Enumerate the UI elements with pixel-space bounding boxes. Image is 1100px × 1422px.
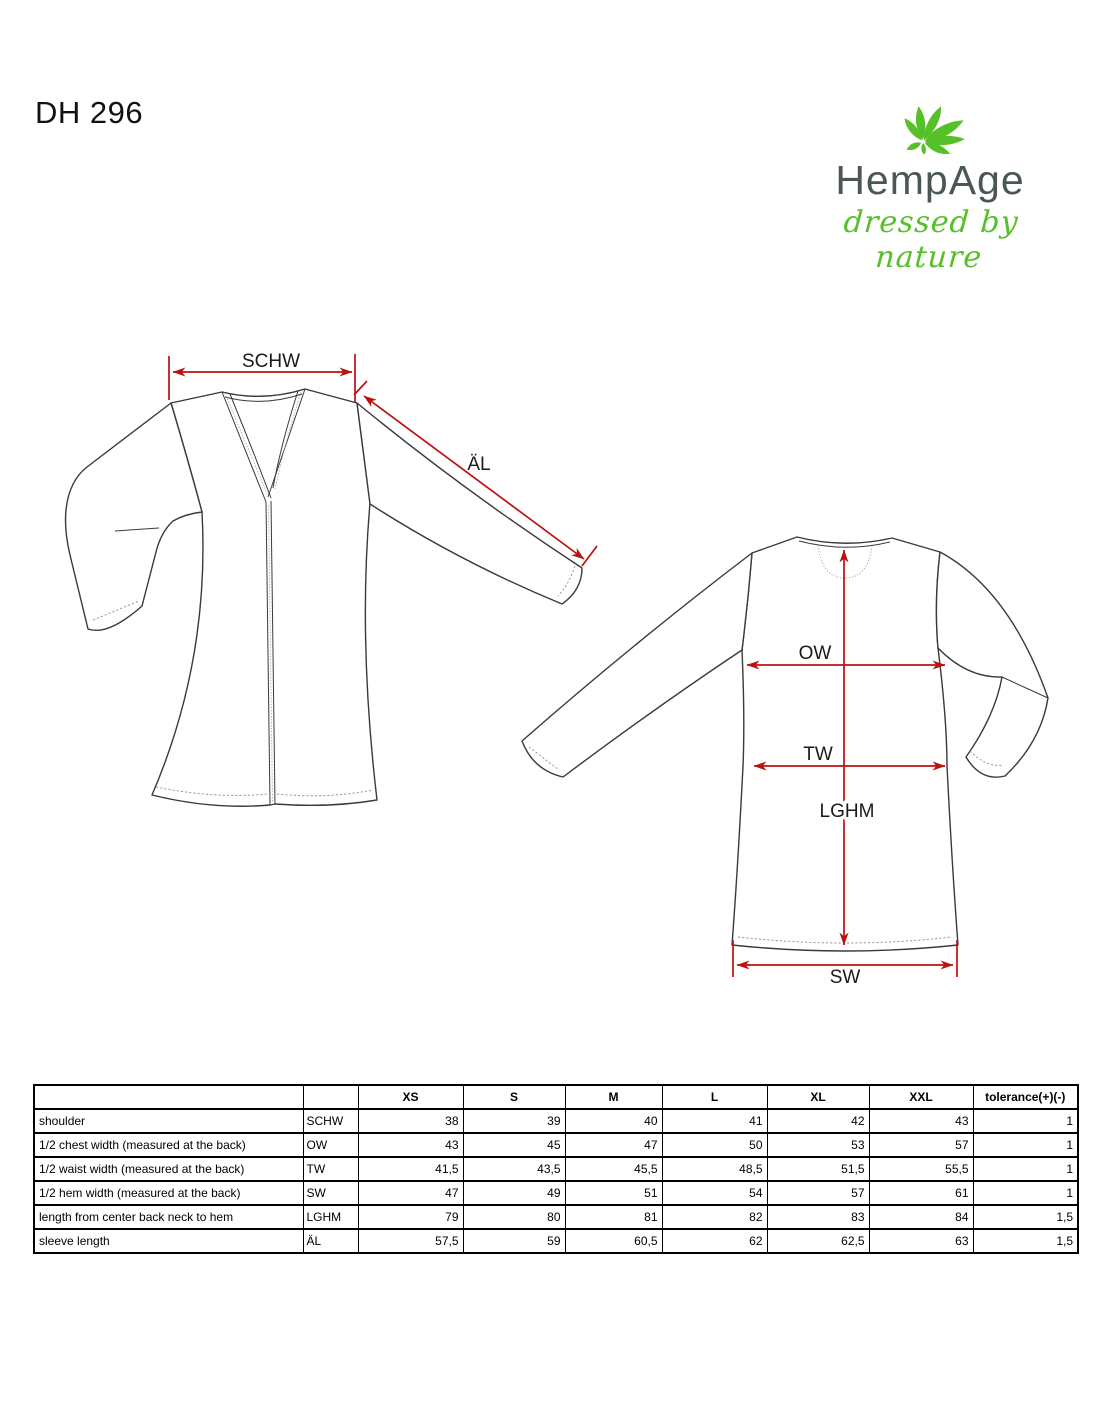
sw-dimension-label: SW xyxy=(829,967,861,988)
size-value-cell: 45 xyxy=(463,1133,565,1157)
size-header-cell: XS xyxy=(358,1085,463,1109)
tolerance-value-cell: 1 xyxy=(973,1181,1078,1205)
measurement-code-cell: OW xyxy=(303,1133,358,1157)
schw-dimension-label: SCHW xyxy=(241,351,301,372)
brand-name: HempAge xyxy=(835,157,1025,203)
ow-dimension-label: OW xyxy=(798,643,832,664)
size-value-cell: 48,5 xyxy=(662,1157,767,1181)
brand-tagline: dressed by nature xyxy=(842,205,1020,276)
size-header-cell: XXL xyxy=(869,1085,973,1109)
size-value-cell: 59 xyxy=(463,1229,565,1253)
size-value-cell: 79 xyxy=(358,1205,463,1229)
size-header-cell: S xyxy=(463,1085,565,1109)
size-value-cell: 51,5 xyxy=(767,1157,869,1181)
size-value-cell: 41 xyxy=(662,1109,767,1133)
measurement-code-cell: SW xyxy=(303,1181,358,1205)
hemp-leaf-icon xyxy=(887,82,973,154)
size-value-cell: 62 xyxy=(662,1229,767,1253)
size-value-cell: 51 xyxy=(565,1181,662,1205)
ael-dimension-label: ÄL xyxy=(467,454,491,475)
measurement-code-cell: LGHM xyxy=(303,1205,358,1229)
size-value-cell: 42 xyxy=(767,1109,869,1133)
size-value-cell: 57 xyxy=(767,1181,869,1205)
measurement-label-cell: 1/2 chest width (measured at the back) xyxy=(34,1133,303,1157)
measurement-row xyxy=(34,1205,1078,1229)
back-right-sleeve xyxy=(936,552,1048,777)
size-value-cell: 83 xyxy=(767,1205,869,1229)
lghm-dimension-label: LGHM xyxy=(819,801,875,822)
measurement-code-cell: ÄL xyxy=(303,1229,358,1253)
size-header-cell: L xyxy=(662,1085,767,1109)
size-value-cell: 43,5 xyxy=(463,1157,565,1181)
measurement-label-cell: sleeve length xyxy=(34,1229,303,1253)
size-value-cell: 49 xyxy=(463,1181,565,1205)
size-value-cell: 55,5 xyxy=(869,1157,973,1181)
schw-dimension xyxy=(169,351,367,402)
table-header-row xyxy=(34,1085,1078,1109)
tw-dimension-label: TW xyxy=(803,744,833,765)
measurement-label-cell: 1/2 waist width (measured at the back) xyxy=(34,1157,303,1181)
header-blank-cell xyxy=(303,1085,358,1109)
size-value-cell: 40 xyxy=(565,1109,662,1133)
measurement-row xyxy=(34,1229,1078,1253)
size-value-cell: 47 xyxy=(565,1133,662,1157)
size-value-cell: 62,5 xyxy=(767,1229,869,1253)
measurement-label-cell: shoulder xyxy=(34,1109,303,1133)
measurement-row xyxy=(34,1133,1078,1157)
measurement-code-cell: TW xyxy=(303,1157,358,1181)
front-left-sleeve xyxy=(66,403,203,630)
size-table xyxy=(33,1084,1079,1254)
size-value-cell: 82 xyxy=(662,1205,767,1229)
size-header-cell: XL xyxy=(767,1085,869,1109)
size-value-cell: 45,5 xyxy=(565,1157,662,1181)
size-value-cell: 47 xyxy=(358,1181,463,1205)
measurement-label-cell: length from center back neck to hem xyxy=(34,1205,303,1229)
size-value-cell: 38 xyxy=(358,1109,463,1133)
size-value-cell: 53 xyxy=(767,1133,869,1157)
measurement-row xyxy=(34,1157,1078,1181)
size-table-body xyxy=(34,1109,1078,1253)
measurement-row xyxy=(34,1181,1078,1205)
page-title: DH 296 xyxy=(35,95,144,130)
tolerance-value-cell: 1 xyxy=(973,1109,1078,1133)
size-value-cell: 63 xyxy=(869,1229,973,1253)
size-value-cell: 80 xyxy=(463,1205,565,1229)
back-left-sleeve xyxy=(522,553,752,777)
size-value-cell: 84 xyxy=(869,1205,973,1229)
size-value-cell: 54 xyxy=(662,1181,767,1205)
size-value-cell: 60,5 xyxy=(565,1229,662,1253)
size-value-cell: 57,5 xyxy=(358,1229,463,1253)
tolerance-header-cell: tolerance(+)(-) xyxy=(973,1085,1078,1109)
tolerance-value-cell: 1 xyxy=(973,1157,1078,1181)
size-value-cell: 41,5 xyxy=(358,1157,463,1181)
size-value-cell: 81 xyxy=(565,1205,662,1229)
size-table-head xyxy=(34,1085,1078,1109)
tolerance-value-cell: 1,5 xyxy=(973,1229,1078,1253)
header-blank-cell xyxy=(34,1085,303,1109)
size-value-cell: 57 xyxy=(869,1133,973,1157)
tolerance-value-cell: 1 xyxy=(973,1133,1078,1157)
size-value-cell: 39 xyxy=(463,1109,565,1133)
size-header-cell: M xyxy=(565,1085,662,1109)
size-value-cell: 43 xyxy=(358,1133,463,1157)
measurement-label-cell: 1/2 hem width (measured at the back) xyxy=(34,1181,303,1205)
tolerance-value-cell: 1,5 xyxy=(973,1205,1078,1229)
back-view-drawing xyxy=(505,520,1065,990)
size-value-cell: 50 xyxy=(662,1133,767,1157)
measurement-row xyxy=(34,1109,1078,1133)
size-value-cell: 61 xyxy=(869,1181,973,1205)
brand-logo xyxy=(800,82,1060,275)
back-body xyxy=(732,537,958,951)
measurement-code-cell: SCHW xyxy=(303,1109,358,1133)
size-value-cell: 43 xyxy=(869,1109,973,1133)
